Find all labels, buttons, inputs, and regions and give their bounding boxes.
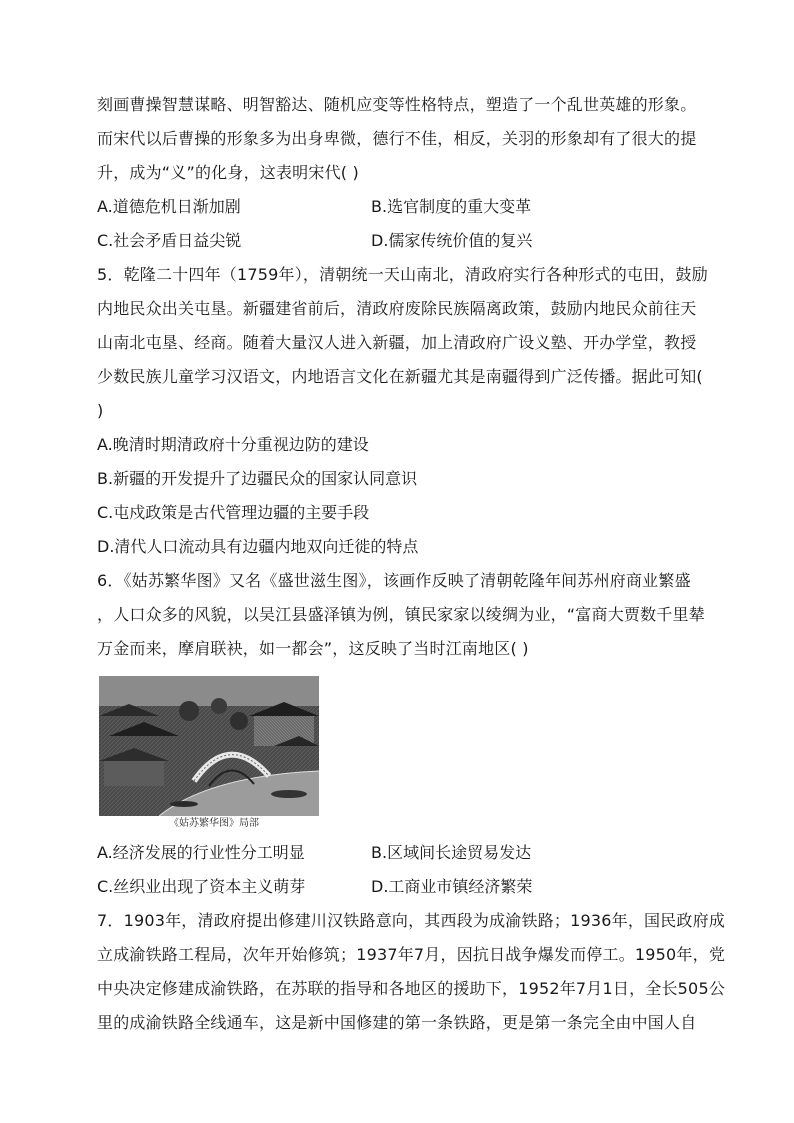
q7-line-1: 7．1903年，清政府提出修建川汉铁路意向，其西段为成渝铁路；1936年，国民政府成 (97, 911, 726, 930)
q7-line-3: 中央决定修建成渝铁路，在苏联的指导和各地区的援助下，1952年7月1日，全长505公 (97, 979, 726, 998)
q6-option-d[interactable]: D.工商业市镇经济繁荣 (371, 877, 533, 896)
q6-options-row-1 (97, 836, 697, 870)
q6-options-row-2 (97, 870, 697, 904)
q5-line-1: 5．乾隆二十四年（1759年），清朝统一天山南北，清政府实行各种形式的屯田，鼓励 (97, 265, 708, 284)
q4-options-row-1 (97, 190, 697, 224)
page-content (97, 88, 726, 1040)
question-6 (97, 564, 705, 904)
q7-line-4: 里的成渝铁路全线通车，这是新中国修建的第一条铁路，更是第一条完全由中国人自 (97, 1013, 697, 1032)
q7-line-2: 立成渝铁路工程局，次年开始修筑；1937年7月，因抗日战争爆发而停工。1950年，党 (97, 945, 726, 964)
q5-option-b[interactable]: B.新疆的开发提升了边疆民众的国家认同意识 (97, 469, 418, 488)
q6-line-1: 6．《姑苏繁华图》又名《盛世滋生图》，该画作反映了清朝乾隆年间苏州府商业繁盛 (97, 571, 691, 590)
q6-option-a[interactable]: A.经济发展的行业性分工明显 (97, 843, 305, 862)
q5-line-4: 少数民族儿童学习汉语文，内地语言文化在新疆尤其是南疆得到广泛传播。据此可知( (97, 367, 703, 386)
q4-line-3: 升，成为“义”的化身，这表明宋代( ) (97, 163, 359, 182)
q4-line-1: 刻画曹操智慧谋略、明智豁达、随机应变等性格特点，塑造了一个乱世英雄的形象。 (97, 95, 697, 114)
question-4 (97, 88, 697, 258)
q4-option-a[interactable]: A.道德危机日渐加剧 (97, 197, 241, 216)
q6-line-3: 万金而来，摩肩联袂，如一都会”，这反映了当时江南地区( ) (97, 639, 529, 658)
painting-caption: 《姑苏繁华图》局部 (169, 818, 259, 829)
q5-line-2: 内地民众出关屯垦。新疆建省前后，清政府废除民族隔离政策，鼓励内地民众前往天 (97, 299, 697, 318)
q5-line-3: 山南北屯垦、经商。随着大量汉人进入新疆，加上清政府广设义塾、开办学堂，教授 (97, 333, 697, 352)
question-5 (97, 258, 708, 564)
q4-line-2: 而宋代以后曹操的形象多为出身卑微，德行不佳，相反，关羽的形象却有了很大的提 (97, 129, 697, 148)
q4-options-row-2 (97, 224, 697, 258)
question-7 (97, 904, 726, 1040)
q6-option-b[interactable]: B.区域间长途贸易发达 (371, 843, 532, 862)
q4-option-b[interactable]: B.选官制度的重大变革 (371, 197, 532, 216)
q6-line-2: ，人口众多的风貌，以吴江县盛泽镇为例，镇民家家以绫绸为业，“富商大贾数千里辇 (97, 605, 705, 624)
q5-line-5: ) (97, 401, 104, 420)
q6-option-c[interactable]: C.丝织业出现了资本主义萌芽 (97, 877, 306, 896)
q5-option-d[interactable]: D.清代人口流动具有边疆内地双向迁徙的特点 (97, 537, 419, 556)
painting-figure (99, 676, 319, 832)
q4-option-c[interactable]: C.社会矛盾日益尖锐 (97, 231, 242, 250)
q4-option-d[interactable]: D.儒家传统价值的复兴 (371, 231, 533, 250)
q5-option-a[interactable]: A.晚清时期清政府十分重视边防的建设 (97, 435, 369, 454)
q5-option-c[interactable]: C.屯戍政策是古代管理边疆的主要手段 (97, 503, 370, 522)
gusu-painting-image (99, 676, 319, 816)
